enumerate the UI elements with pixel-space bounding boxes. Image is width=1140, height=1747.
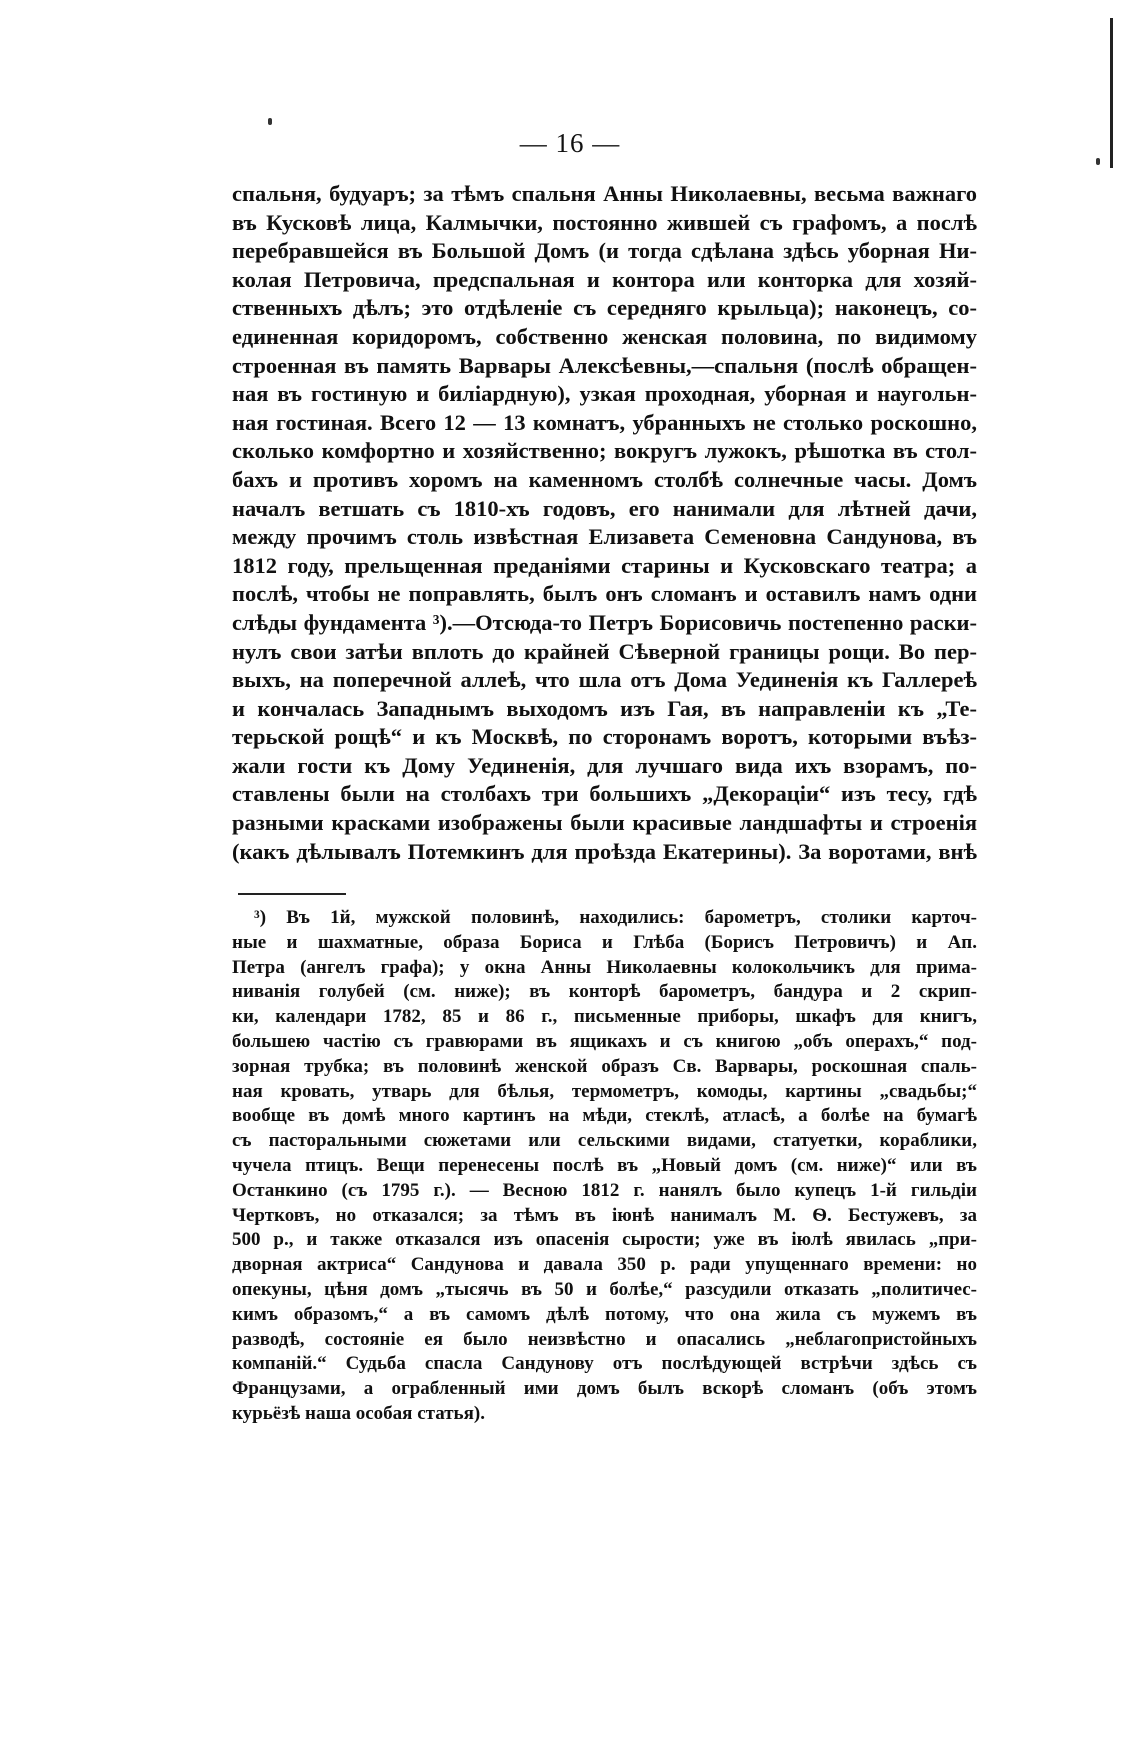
text-line: единенная коридоромъ, собственно женская половина, по видимому <box>232 323 977 349</box>
text-line: между прочимъ столь извѣстная Елизавета Семеновна Сандунова, въ <box>232 524 977 550</box>
footnote-line: кимъ образомъ,“ а въ самомъ дѣлѣ потому, что она жила съ мужемъ въ <box>232 1303 977 1325</box>
footnote-line: 500 р., и также отказался изъ опасенія сырости; уже въ іюлѣ явилась „при- <box>232 1229 977 1251</box>
text-line: началъ ветшать съ 1810-хъ годовъ, его нанимали для лѣтней дачи, <box>232 495 977 521</box>
text-line: (какъ дѣлывалъ Потемкинъ для проѣзда Екатерины). За воротами, внѣ <box>232 838 977 864</box>
text-line: ственныхъ дѣлъ; это отдѣленіе съ середняго крыльца); наконецъ, со- <box>232 295 977 321</box>
footnote-line: Останкино (съ 1795 г.). — Весною 1812 г. нанялъ было купецъ 1-й гильдіи <box>232 1179 977 1201</box>
footnote-line: вообще въ домѣ много картинъ на мѣди, стеклѣ, атласѣ, а болѣе на бумагѣ <box>232 1105 977 1127</box>
text-line: строенная въ память Варвары Алексѣевны,—спальня (послѣ обращен- <box>232 352 977 378</box>
scan-speck <box>268 118 272 125</box>
footnote-line: ки, календари 1782, 85 и 86 г., письменные приборы, шкафъ для книгъ, <box>232 1006 977 1028</box>
footnote-line: съ пасторальными сюжетами или сельскими видами, статуетки, кораблики, <box>232 1130 977 1152</box>
footnote-line: зорная трубка; въ половинѣ женской образъ Св. Варвары, роскошная спаль- <box>232 1055 977 1077</box>
text-line: ная гостиная. Всего 12 — 13 комнатъ, убранныхъ не столько роскошно, <box>232 409 977 435</box>
footnote-line: чучела птицъ. Вещи перенесены послѣ въ „Новый домъ (см. ниже)“ или въ <box>232 1154 977 1176</box>
text-line: ная въ гостиную и биліардную), узкая проходная, уборная и наугольн- <box>232 381 977 407</box>
text-line: сколько комфортно и хозяйственно; вокругъ лужокъ, рѣшотка въ стол- <box>232 438 977 464</box>
text-line: перебравшейся въ Большой Домъ (и тогда сдѣлана здѣсь уборная Ни- <box>232 238 977 264</box>
footnote-line: большею частію съ гравюрами въ ящикахъ и съ книгою „объ операхъ,“ под- <box>232 1030 977 1052</box>
text-line: жали гости къ Дому Уединенія, для лучшаго вида ихъ взорамъ, по- <box>232 752 977 778</box>
footnote-line: ниванія голубей (см. ниже); въ конторѣ барометръ, бандура и 2 скрип- <box>232 981 977 1003</box>
text-line: выхъ, на поперечной аллеѣ, что шла отъ Дома Уединенія къ Галлереѣ <box>232 667 977 693</box>
text-line: бахъ и противъ хоромъ на каменномъ столбѣ солнечные часы. Домъ <box>232 466 977 492</box>
text-line: терьской рощѣ“ и къ Москвѣ, по сторонамъ воротъ, которыми въѣз- <box>232 724 977 750</box>
text-line: 1812 году, прельщенная преданіями старины и Кусковскаго театра; а <box>232 552 977 578</box>
footnote-line: Французами, а ограбленный ими домъ былъ вскорѣ сломанъ (объ этомъ <box>232 1378 977 1400</box>
text-line: колая Петровича, предспальная и контора или конторка для хозяй- <box>232 266 977 292</box>
footnote-line: дворная актриса“ Сандунова и давала 350 р. ради упущеннаго времени: но <box>232 1254 977 1276</box>
main-text-block <box>232 180 977 866</box>
text-line: спальня, будуаръ; за тѣмъ спальня Анны Николаевны, весьма важнаго <box>232 181 977 206</box>
footnote-line: ная кровать, утварь для бѣлья, термометръ, комоды, картины „свадьбы;“ <box>232 1080 977 1102</box>
text-line: послѣ, чтобы не поправлять, былъ онъ сломанъ и оставилъ намъ одни <box>232 581 977 607</box>
footnote-line: опекуны, цѣня домъ „тысячь въ 50 и болѣе,“ разсудили отказать „политичес- <box>232 1278 977 1300</box>
text-line: нулъ свои затѣи вплоть до крайней Сѣверной границы рощи. Во пер- <box>232 638 977 664</box>
text-line: ставлены были на столбахъ три большихъ „Декорацiи“ изъ тесу, гдѣ <box>232 781 977 807</box>
footnote-line: ные и шахматные, образа Бориса и Глѣба (Борисъ Петровичъ) и Ап. <box>232 931 977 953</box>
text-line: и кончалась Западнымъ выходомъ изъ Гая, въ направленіи къ „Те- <box>232 695 977 721</box>
footnote-line: разводѣ, состояніе ея было неизвѣстно и опасались „неблагопристойныхъ <box>232 1328 977 1350</box>
footnote-line: курьёзѣ наша особая статья). <box>232 1402 485 1424</box>
text-line: слѣды фундамента ³).—Отсюда-то Петръ Борисовичь постепенно раски- <box>232 609 977 635</box>
footnote-line: компаній.“ Судьба спасла Сандунову отъ послѣдующей встрѣчи здѣсь съ <box>232 1353 977 1375</box>
scan-speck <box>1096 158 1100 165</box>
footnote-divider <box>238 893 346 895</box>
text-line: разными красками изображены были красивые ландшафты и строенія <box>232 810 977 836</box>
text-line: въ Кусковѣ лица, Калмычки, постоянно жившей съ графомъ, а послѣ <box>232 209 977 235</box>
footnote-block <box>232 906 977 1427</box>
footnote-line: Чертковъ, но отказался; за тѣмъ въ іюнѣ нанималъ М. Ѳ. Бестужевъ, за <box>232 1204 977 1226</box>
page-number: — 16 — <box>519 128 621 158</box>
footnote-line: ³) Въ 1й, мужской половинѣ, находились: барометръ, столики карточ- <box>254 907 977 928</box>
footnote-line: Петра (ангелъ графа); у окна Анны Николаевны колокольчикъ для прима- <box>232 956 977 978</box>
